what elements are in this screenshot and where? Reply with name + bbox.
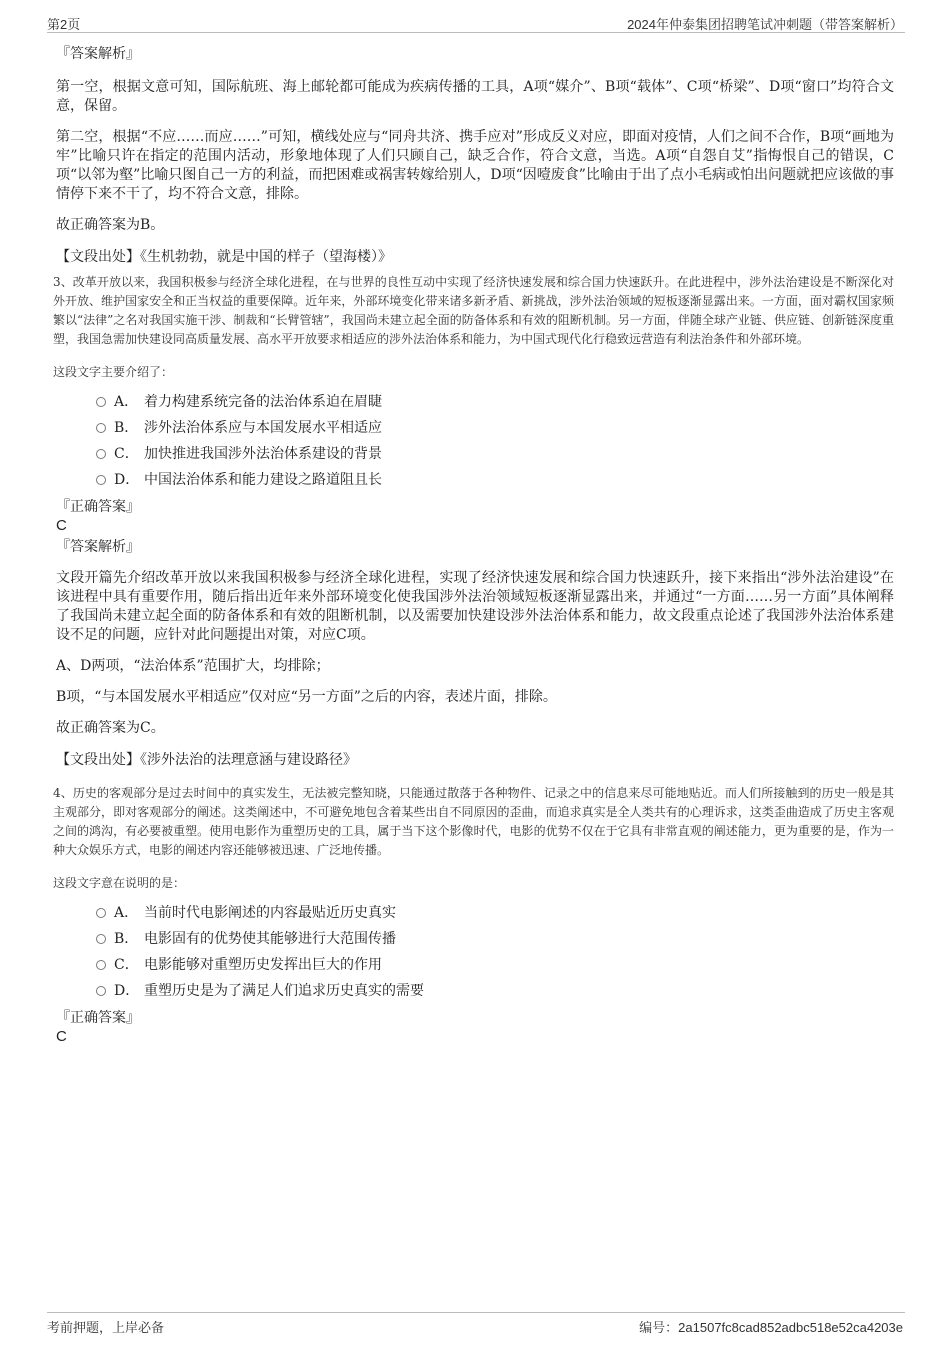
option-c[interactable]: C． 电影能够对重塑历史发挥出巨大的作用	[56, 952, 894, 978]
footer-slogan: 考前押题，上岸必备	[47, 1320, 165, 1335]
radio-icon[interactable]	[96, 934, 106, 944]
source-citation: 【文段出处】《涉外法治的法理意涵与建设路径》	[56, 752, 357, 768]
question-3-text: 3、改革开放以来，我国积极参与经济全球化进程，在与世界的良性互动中实现了经济快速发展和综合国力快速跃升。在此进程中，涉外法治建设是不断深化对外开放、维护国家安全和正当权益的重要保障。近年来，外部环境变化带来诸多新矛盾、新挑战，涉外法治领域的短板逐渐显露出来。一方面，面对霸权国家频繁以“法律”之名对我国实施干涉、制裁和“长臂管辖”，我国尚未建立起全面的防备体系和有效的阻断机制。另一方面，伴随全球产业链、供应链、创新链深度重塑，我国急需加快建设同高质量发展、高水平开放要求相适应的涉外法治体系和能力，为中国式现代化行稳致远营造有利法治条件和外部环境。	[53, 275, 894, 346]
option-a[interactable]: A． 着力构建系统完备的法治体系迫在眉睫	[56, 389, 894, 415]
question-3-prompt: 这段文字主要介绍了：	[53, 365, 174, 379]
radio-icon[interactable]	[96, 960, 106, 970]
question-3-options	[56, 389, 894, 493]
analysis-tag: 『答案解析』	[56, 46, 140, 62]
question-4-prompt: 这段文字意在说明的是：	[53, 876, 186, 890]
answer-tag: 『正确答案』	[56, 499, 140, 515]
radio-icon[interactable]	[96, 397, 106, 407]
option-d[interactable]: D． 中国法治体系和能力建设之路道阻且长	[56, 467, 894, 493]
question-4-options	[56, 900, 894, 1004]
option-b[interactable]: B． 电影固有的优势使其能够进行大范围传播	[56, 926, 894, 952]
analysis-conclusion: 故正确答案为B。	[56, 217, 165, 233]
answer-tag: 『正确答案』	[56, 1010, 140, 1026]
radio-icon[interactable]	[96, 986, 106, 996]
option-d[interactable]: D． 重塑历史是为了满足人们追求历史真实的需要	[56, 978, 894, 1004]
radio-icon[interactable]	[96, 423, 106, 433]
analysis-conclusion: 故正确答案为C。	[56, 720, 165, 736]
analysis-paragraph: 第一空，根据文意可知，国际航班、海上邮轮都可能成为疾病传播的工具，A项“媒介”、B项“载体”、C项“桥梁”、D项“窗口”均符合文意，保留。	[56, 79, 894, 114]
page-footer	[47, 1312, 905, 1337]
page-number: 第2页	[47, 17, 81, 32]
analysis-tag: 『答案解析』	[56, 539, 140, 555]
page-content	[53, 44, 894, 1046]
option-a[interactable]: A． 当前时代电影阐述的内容最贴近历史真实	[56, 900, 894, 926]
source-citation: 【文段出处】《生机勃勃，就是中国的样子（望海楼）》	[56, 249, 392, 265]
document-title: 2024年仲泰集团招聘笔试冲刺题（带答案解析）	[627, 17, 903, 32]
question-4-text: 4、历史的客观部分是过去时间中的真实发生，无法被完整知晓，只能通过散落于各种物件、记录之中的信息来尽可能地贴近。而人们所接触到的历史一般是其主观部分，即对客观部分的阐述。这类阐述中，不可避免地包含着某些出自不同原因的歪曲，而追求真实是全人类共有的心理诉求，这类歪曲造成了历史主客观之间的鸿沟，有必要被重塑。使用电影作为重塑历史的工具，属于当下这个影像时代，电影的优势不仅在于它具有非常直观的阐述能力，更为重要的是，作为一种大众娱乐方式，电影的阐述内容还能够被迅速、广泛地传播。	[53, 786, 894, 857]
option-b[interactable]: B． 涉外法治体系应与本国发展水平相适应	[56, 415, 894, 441]
radio-icon[interactable]	[96, 475, 106, 485]
analysis-paragraph: B项，“与本国发展水平相适应”仅对应“另一方面”之后的内容，表述片面，排除。	[56, 689, 557, 705]
correct-answer: C	[56, 1028, 67, 1045]
correct-answer: C	[56, 517, 67, 534]
analysis-paragraph: 文段开篇先介绍改革开放以来我国积极参与经济全球化进程，实现了经济快速发展和综合国力快速跃升，接下来指出“涉外法治建设”在该进程中具有重要作用，随后指出近年来外部环境变化使我国涉外法治领域短板逐渐显露出来，并通过“一方面……另一方面”具体阐释了我国尚未建立起全面的防备体系和有效的阻断机制，以及需要加快建设涉外法治体系和能力，故文段重点论述了我国涉外法治体系建设不足的问题，应针对此问题提出对策，对应C项。	[56, 570, 894, 643]
option-c[interactable]: C． 加快推进我国涉外法治体系建设的背景	[56, 441, 894, 467]
radio-icon[interactable]	[96, 908, 106, 918]
document-code: 编号：2a1507fc8cad852adbc518e52ca4203e	[639, 1320, 903, 1335]
page-header	[47, 10, 905, 33]
analysis-paragraph: 第二空，根据“不应……而应……”可知，横线处应与“同舟共济、携手应对”形成反义对应，即面对疫情，人们之间不合作，B项“画地为牢”比喻只许在指定的范围内活动，形象地体现了人们只顾自己，缺乏合作，符合文意，当选。A项“自怨自艾”指悔恨自己的错误，C项“以邻为壑”比喻只图自己一方的利益，而把困难或祸害转嫁给别人，D项“因噎废食”比喻由于出了点小毛病或怕出问题就把应该做的事情停下来不干了，均不符合文意，排除。	[56, 129, 894, 202]
radio-icon[interactable]	[96, 449, 106, 459]
analysis-paragraph: A、D两项，“法治体系”范围扩大，均排除；	[56, 658, 330, 674]
